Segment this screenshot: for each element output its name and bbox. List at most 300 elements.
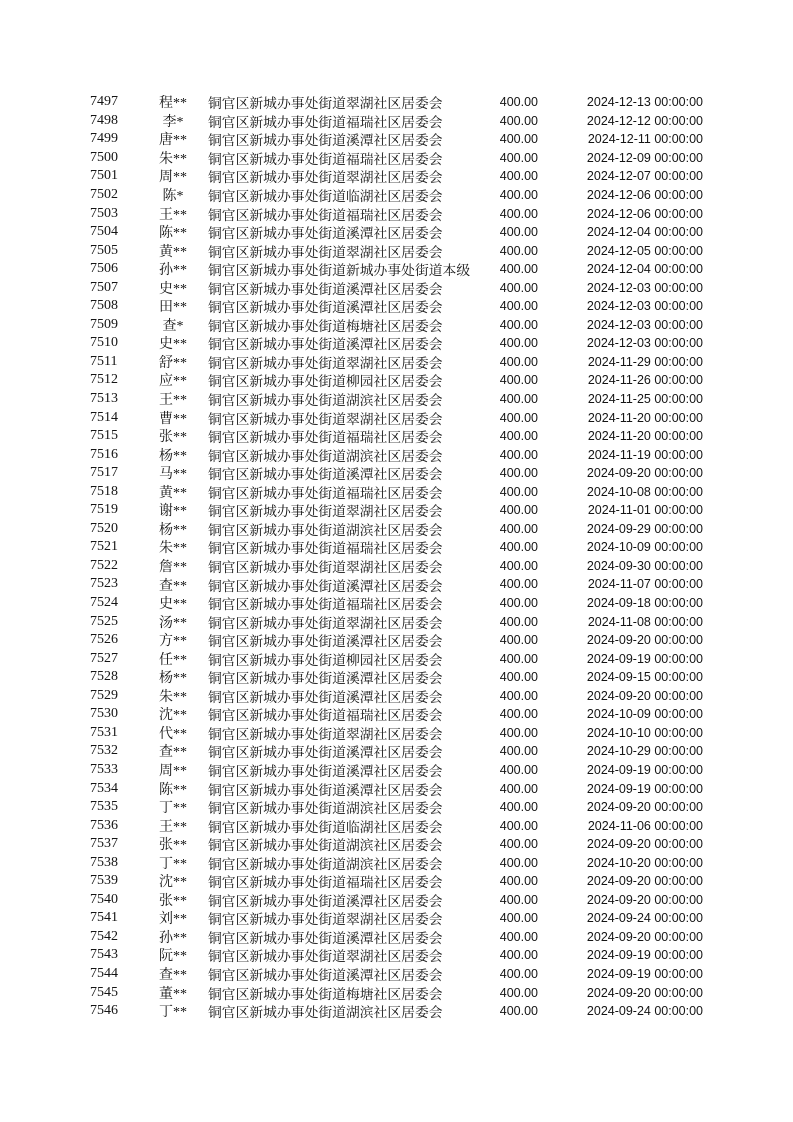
record-id: 7541 — [90, 910, 118, 926]
record-masked-name: 查** — [159, 578, 187, 594]
table-row — [0, 186, 793, 205]
table-row — [0, 816, 793, 835]
record-masked-name: 丁** — [159, 856, 187, 872]
record-organization: 铜官区新城办事处街道翠湖社区居委会 — [208, 411, 443, 427]
record-id: 7515 — [90, 428, 118, 444]
record-amount: 400.00 — [499, 317, 538, 332]
record-amount: 400.00 — [499, 225, 538, 240]
record-organization: 铜官区新城办事处街道翠湖社区居委会 — [208, 170, 443, 186]
record-masked-name: 方** — [159, 634, 187, 650]
record-id: 7523 — [90, 576, 118, 592]
table-row — [0, 278, 793, 297]
record-amount: 400.00 — [499, 818, 538, 833]
record-date: 2024-09-30 00:00:00 — [586, 558, 703, 573]
record-id: 7546 — [90, 1003, 118, 1019]
record-date: 2024-11-06 00:00:00 — [587, 818, 703, 833]
record-masked-name: 杨** — [159, 671, 187, 687]
record-date: 2024-12-11 00:00:00 — [587, 132, 703, 147]
record-amount: 400.00 — [499, 113, 538, 128]
record-organization: 铜官区新城办事处街道溪潭社区居委会 — [208, 467, 443, 483]
table-row — [0, 371, 793, 390]
record-amount: 400.00 — [499, 800, 538, 815]
record-organization: 铜官区新城办事处街道福瑞社区居委会 — [208, 597, 443, 613]
record-date: 2024-12-03 00:00:00 — [586, 317, 703, 332]
table-row — [0, 668, 793, 687]
record-id: 7501 — [90, 168, 118, 184]
record-id: 7514 — [90, 409, 118, 425]
record-amount: 400.00 — [499, 262, 538, 277]
record-amount: 400.00 — [499, 206, 538, 221]
record-masked-name: 丁** — [159, 1005, 187, 1021]
record-masked-name: 汤** — [159, 615, 187, 631]
record-masked-name: 陈** — [159, 226, 187, 242]
record-organization: 铜官区新城办事处街道湖滨社区居委会 — [208, 522, 443, 538]
record-amount: 400.00 — [499, 540, 538, 555]
table-row — [0, 408, 793, 427]
record-id: 7509 — [90, 316, 118, 332]
record-id: 7535 — [90, 799, 118, 815]
record-amount: 400.00 — [499, 874, 538, 889]
table-row — [0, 501, 793, 520]
record-masked-name: 孙** — [159, 263, 187, 279]
record-date: 2024-09-20 00:00:00 — [586, 466, 703, 481]
record-id: 7524 — [90, 595, 118, 611]
record-organization: 铜官区新城办事处街道临湖社区居委会 — [208, 189, 443, 205]
record-masked-name: 陈** — [159, 782, 187, 798]
record-masked-name: 代** — [159, 726, 187, 742]
table-row — [0, 260, 793, 279]
table-row — [0, 612, 793, 631]
record-organization: 铜官区新城办事处街道临湖社区居委会 — [208, 819, 443, 835]
table-row — [0, 241, 793, 260]
record-organization: 铜官区新城办事处街道翠湖社区居委会 — [208, 559, 443, 575]
record-date: 2024-11-20 00:00:00 — [587, 410, 703, 425]
record-organization: 铜官区新城办事处街道溪潭社区居委会 — [208, 300, 443, 316]
record-date: 2024-09-15 00:00:00 — [586, 670, 703, 685]
record-masked-name: 刘** — [159, 912, 187, 928]
record-masked-name: 马** — [159, 467, 187, 483]
record-id: 7529 — [90, 687, 118, 703]
table-row — [0, 798, 793, 817]
record-organization: 铜官区新城办事处街道溪潭社区居委会 — [208, 671, 443, 687]
record-amount: 400.00 — [499, 837, 538, 852]
record-organization: 铜官区新城办事处街道翠湖社区居委会 — [208, 244, 443, 260]
record-date: 2024-12-04 00:00:00 — [586, 262, 703, 277]
record-organization: 铜官区新城办事处街道福瑞社区居委会 — [208, 430, 443, 446]
record-masked-name: 查** — [159, 745, 187, 761]
record-id: 7504 — [90, 224, 118, 240]
record-id: 7507 — [90, 279, 118, 295]
record-masked-name: 查** — [159, 967, 187, 983]
record-masked-name: 沈** — [159, 708, 187, 724]
record-masked-name: 黄** — [159, 485, 187, 501]
record-id: 7502 — [90, 187, 118, 202]
record-id: 7534 — [90, 780, 118, 796]
record-id: 7532 — [90, 743, 118, 759]
table-row — [0, 353, 793, 372]
table-row — [0, 204, 793, 223]
record-amount: 400.00 — [499, 892, 538, 907]
record-organization: 铜官区新城办事处街道翠湖社区居委会 — [208, 615, 443, 631]
record-amount: 400.00 — [499, 484, 538, 499]
table-row — [0, 223, 793, 242]
table-row — [0, 779, 793, 798]
record-organization: 铜官区新城办事处街道翠湖社区居委会 — [208, 504, 443, 520]
table-row — [0, 1002, 793, 1021]
record-organization: 铜官区新城办事处街道翠湖社区居委会 — [208, 355, 443, 371]
record-amount: 400.00 — [499, 985, 538, 1000]
table-row — [0, 946, 793, 965]
record-date: 2024-11-26 00:00:00 — [587, 373, 703, 388]
record-date: 2024-09-19 00:00:00 — [586, 781, 703, 796]
record-masked-name: 黄** — [159, 244, 187, 260]
record-masked-name: 史** — [159, 337, 187, 353]
record-amount: 400.00 — [499, 243, 538, 258]
record-amount: 400.00 — [499, 429, 538, 444]
record-date: 2024-09-20 00:00:00 — [586, 688, 703, 703]
record-date: 2024-12-03 00:00:00 — [586, 336, 703, 351]
table-row — [0, 112, 793, 131]
table-row — [0, 965, 793, 984]
record-amount: 400.00 — [499, 633, 538, 648]
record-date: 2024-11-19 00:00:00 — [587, 447, 703, 462]
record-id: 7533 — [90, 761, 118, 777]
record-id: 7536 — [90, 817, 118, 833]
record-amount: 400.00 — [499, 503, 538, 518]
record-organization: 铜官区新城办事处街道湖滨社区居委会 — [208, 448, 443, 464]
record-date: 2024-11-07 00:00:00 — [587, 577, 703, 592]
record-organization: 铜官区新城办事处街道福瑞社区居委会 — [208, 708, 443, 724]
record-organization: 铜官区新城办事处街道福瑞社区居委会 — [208, 114, 443, 130]
record-masked-name: 查* — [162, 318, 184, 334]
record-amount: 400.00 — [499, 521, 538, 536]
record-masked-name: 朱** — [159, 689, 187, 705]
record-amount: 400.00 — [499, 392, 538, 407]
table-row — [0, 93, 793, 112]
record-id: 7543 — [90, 947, 118, 963]
table-row — [0, 891, 793, 910]
record-amount: 400.00 — [499, 744, 538, 759]
record-organization: 铜官区新城办事处街道翠湖社区居委会 — [208, 726, 443, 742]
table-row — [0, 464, 793, 483]
record-organization: 铜官区新城办事处街道梅塘社区居委会 — [208, 318, 443, 334]
table-row — [0, 445, 793, 464]
record-masked-name: 舒** — [159, 355, 187, 371]
record-date: 2024-12-12 00:00:00 — [586, 113, 703, 128]
table-row — [0, 853, 793, 872]
record-date: 2024-09-19 00:00:00 — [586, 948, 703, 963]
record-organization: 铜官区新城办事处街道新城办事处街道本级 — [208, 263, 471, 279]
record-organization: 铜官区新城办事处街道湖滨社区居委会 — [208, 838, 443, 854]
table-row — [0, 983, 793, 1002]
record-id: 7520 — [90, 520, 118, 536]
table-row — [0, 928, 793, 947]
record-masked-name: 孙** — [159, 930, 187, 946]
record-id: 7511 — [90, 353, 118, 369]
record-masked-name: 唐** — [159, 133, 187, 149]
record-organization: 铜官区新城办事处街道福瑞社区居委会 — [208, 541, 443, 557]
record-organization: 铜官区新城办事处街道翠湖社区居委会 — [208, 949, 443, 965]
record-organization: 铜官区新城办事处街道溪潭社区居委会 — [208, 893, 443, 909]
record-amount: 400.00 — [499, 169, 538, 184]
record-date: 2024-10-29 00:00:00 — [586, 744, 703, 759]
record-amount: 400.00 — [499, 707, 538, 722]
record-date: 2024-12-04 00:00:00 — [586, 225, 703, 240]
record-organization: 铜官区新城办事处街道溪潭社区居委会 — [208, 782, 443, 798]
record-date: 2024-12-09 00:00:00 — [586, 150, 703, 165]
record-amount: 400.00 — [499, 670, 538, 685]
record-id: 7528 — [90, 669, 118, 685]
table-row — [0, 390, 793, 409]
record-id: 7544 — [90, 965, 118, 981]
record-organization: 铜官区新城办事处街道溪潭社区居委会 — [208, 226, 443, 242]
table-row — [0, 297, 793, 316]
table-row — [0, 427, 793, 446]
record-organization: 铜官区新城办事处街道溪潭社区居委会 — [208, 578, 443, 594]
record-id: 7500 — [90, 149, 118, 165]
record-date: 2024-09-18 00:00:00 — [586, 596, 703, 611]
record-date: 2024-09-20 00:00:00 — [586, 874, 703, 889]
table-row — [0, 520, 793, 539]
record-masked-name: 曹** — [159, 411, 187, 427]
record-amount: 400.00 — [499, 95, 538, 110]
record-id: 7525 — [90, 613, 118, 629]
record-amount: 400.00 — [499, 1004, 538, 1019]
table-row — [0, 705, 793, 724]
record-id: 7531 — [90, 724, 118, 740]
record-organization: 铜官区新城办事处街道湖滨社区居委会 — [208, 856, 443, 872]
record-organization: 铜官区新城办事处街道溪潭社区居委会 — [208, 281, 443, 297]
record-amount: 400.00 — [499, 688, 538, 703]
record-masked-name: 沈** — [159, 875, 187, 891]
table-row — [0, 631, 793, 650]
record-id: 7499 — [90, 131, 118, 147]
record-organization: 铜官区新城办事处街道翠湖社区居委会 — [208, 96, 443, 112]
record-id: 7542 — [90, 928, 118, 944]
record-masked-name: 王** — [159, 819, 187, 835]
record-date: 2024-10-10 00:00:00 — [586, 725, 703, 740]
record-date: 2024-09-20 00:00:00 — [586, 892, 703, 907]
record-masked-name: 周** — [159, 763, 187, 779]
record-masked-name: 张** — [159, 430, 187, 446]
record-amount: 400.00 — [499, 558, 538, 573]
record-masked-name: 李* — [162, 114, 184, 130]
record-amount: 400.00 — [499, 948, 538, 963]
record-id: 7537 — [90, 836, 118, 852]
record-amount: 400.00 — [499, 855, 538, 870]
table-row — [0, 316, 793, 335]
record-id: 7505 — [90, 242, 118, 258]
table-row — [0, 575, 793, 594]
record-organization: 铜官区新城办事处街道翠湖社区居委会 — [208, 912, 443, 928]
record-amount: 400.00 — [499, 577, 538, 592]
record-organization: 铜官区新城办事处街道湖滨社区居委会 — [208, 393, 443, 409]
record-masked-name: 朱** — [159, 151, 187, 167]
record-organization: 铜官区新城办事处街道溪潭社区居委会 — [208, 763, 443, 779]
record-organization: 铜官区新城办事处街道溪潭社区居委会 — [208, 930, 443, 946]
record-date: 2024-11-01 00:00:00 — [587, 503, 703, 518]
record-id: 7510 — [90, 335, 118, 351]
record-amount: 400.00 — [499, 596, 538, 611]
record-organization: 铜官区新城办事处街道溪潭社区居委会 — [208, 745, 443, 761]
record-id: 7516 — [90, 446, 118, 462]
record-organization: 铜官区新城办事处街道湖滨社区居委会 — [208, 1005, 443, 1021]
record-date: 2024-12-03 00:00:00 — [586, 299, 703, 314]
record-masked-name: 任** — [159, 652, 187, 668]
record-date: 2024-09-20 00:00:00 — [586, 985, 703, 1000]
record-date: 2024-11-25 00:00:00 — [587, 392, 703, 407]
record-id: 7518 — [90, 483, 118, 499]
record-date: 2024-10-09 00:00:00 — [586, 540, 703, 555]
table-row — [0, 482, 793, 501]
record-amount: 400.00 — [499, 132, 538, 147]
table-row — [0, 538, 793, 557]
record-organization: 铜官区新城办事处街道福瑞社区居委会 — [208, 151, 443, 167]
record-amount: 400.00 — [499, 280, 538, 295]
table-row — [0, 724, 793, 743]
record-amount: 400.00 — [499, 614, 538, 629]
record-amount: 400.00 — [499, 929, 538, 944]
record-organization: 铜官区新城办事处街道柳园社区居委会 — [208, 652, 443, 668]
record-date: 2024-12-13 00:00:00 — [586, 95, 703, 110]
record-id: 7522 — [90, 557, 118, 573]
record-date: 2024-10-08 00:00:00 — [586, 484, 703, 499]
record-id: 7517 — [90, 465, 118, 481]
record-amount: 400.00 — [499, 725, 538, 740]
record-date: 2024-09-20 00:00:00 — [586, 837, 703, 852]
record-organization: 铜官区新城办事处街道溪潭社区居委会 — [208, 337, 443, 353]
record-date: 2024-11-29 00:00:00 — [587, 354, 703, 369]
record-date: 2024-12-06 00:00:00 — [586, 206, 703, 221]
record-date: 2024-12-05 00:00:00 — [586, 243, 703, 258]
table-row — [0, 835, 793, 854]
record-date: 2024-09-29 00:00:00 — [586, 521, 703, 536]
record-date: 2024-09-24 00:00:00 — [586, 1004, 703, 1019]
record-masked-name: 王** — [159, 207, 187, 223]
record-masked-name: 阮** — [159, 949, 187, 965]
record-masked-name: 周** — [159, 170, 187, 186]
table-row — [0, 909, 793, 928]
record-masked-name: 杨** — [159, 522, 187, 538]
record-date: 2024-12-07 00:00:00 — [586, 169, 703, 184]
record-date: 2024-09-19 00:00:00 — [586, 762, 703, 777]
record-masked-name: 张** — [159, 838, 187, 854]
record-date: 2024-09-24 00:00:00 — [586, 911, 703, 926]
record-date: 2024-10-09 00:00:00 — [586, 707, 703, 722]
table-row — [0, 872, 793, 891]
record-masked-name: 应** — [159, 374, 187, 390]
record-amount: 400.00 — [499, 466, 538, 481]
record-date: 2024-12-06 00:00:00 — [586, 188, 703, 202]
record-date: 2024-11-08 00:00:00 — [587, 614, 703, 629]
records-table — [0, 93, 793, 1020]
record-id: 7540 — [90, 891, 118, 907]
table-row — [0, 594, 793, 613]
record-amount: 400.00 — [499, 373, 538, 388]
table-row — [0, 742, 793, 761]
record-date: 2024-09-19 00:00:00 — [586, 966, 703, 981]
table-row — [0, 334, 793, 353]
record-amount: 400.00 — [499, 336, 538, 351]
record-amount: 400.00 — [499, 911, 538, 926]
record-id: 7538 — [90, 854, 118, 870]
record-amount: 400.00 — [499, 299, 538, 314]
record-organization: 铜官区新城办事处街道梅塘社区居委会 — [208, 986, 443, 1002]
record-id: 7527 — [90, 650, 118, 666]
record-amount: 400.00 — [499, 150, 538, 165]
record-date: 2024-09-20 00:00:00 — [586, 633, 703, 648]
record-masked-name: 史** — [159, 597, 187, 613]
record-masked-name: 史** — [159, 281, 187, 297]
record-organization: 铜官区新城办事处街道溪潭社区居委会 — [208, 634, 443, 650]
table-row — [0, 687, 793, 706]
record-organization: 铜官区新城办事处街道溪潭社区居委会 — [208, 689, 443, 705]
record-masked-name: 王** — [159, 393, 187, 409]
record-organization: 铜官区新城办事处街道湖滨社区居委会 — [208, 801, 443, 817]
record-amount: 400.00 — [499, 781, 538, 796]
record-id: 7530 — [90, 706, 118, 722]
table-row — [0, 130, 793, 149]
record-masked-name: 程** — [159, 96, 187, 112]
record-amount: 400.00 — [499, 188, 538, 202]
record-id: 7521 — [90, 539, 118, 555]
record-date: 2024-10-20 00:00:00 — [586, 855, 703, 870]
record-amount: 400.00 — [499, 354, 538, 369]
table-row — [0, 557, 793, 576]
record-id: 7497 — [90, 94, 118, 110]
record-date: 2024-12-03 00:00:00 — [586, 280, 703, 295]
record-id: 7539 — [90, 873, 118, 889]
table-row — [0, 649, 793, 668]
record-amount: 400.00 — [499, 447, 538, 462]
record-id: 7519 — [90, 502, 118, 518]
record-masked-name: 朱** — [159, 541, 187, 557]
record-masked-name: 詹** — [159, 559, 187, 575]
record-id: 7513 — [90, 391, 118, 407]
record-masked-name: 张** — [159, 893, 187, 909]
record-date: 2024-11-20 00:00:00 — [587, 429, 703, 444]
record-id: 7498 — [90, 112, 118, 128]
record-amount: 400.00 — [499, 966, 538, 981]
record-organization: 铜官区新城办事处街道福瑞社区居委会 — [208, 485, 443, 501]
record-masked-name: 丁** — [159, 801, 187, 817]
record-masked-name: 田** — [159, 300, 187, 316]
record-id: 7503 — [90, 205, 118, 221]
record-date: 2024-09-19 00:00:00 — [586, 651, 703, 666]
record-organization: 铜官区新城办事处街道溪潭社区居委会 — [208, 967, 443, 983]
record-masked-name: 陈* — [162, 189, 184, 205]
record-organization: 铜官区新城办事处街道溪潭社区居委会 — [208, 133, 443, 149]
record-amount: 400.00 — [499, 762, 538, 777]
record-id: 7508 — [90, 298, 118, 314]
record-amount: 400.00 — [499, 651, 538, 666]
record-organization: 铜官区新城办事处街道福瑞社区居委会 — [208, 875, 443, 891]
record-id: 7526 — [90, 632, 118, 648]
record-id: 7545 — [90, 984, 118, 1000]
record-id: 7506 — [90, 261, 118, 277]
table-row — [0, 167, 793, 186]
record-masked-name: 谢** — [159, 504, 187, 520]
table-row — [0, 149, 793, 168]
record-masked-name: 董** — [159, 986, 187, 1002]
record-date: 2024-09-20 00:00:00 — [586, 800, 703, 815]
record-date: 2024-09-20 00:00:00 — [586, 929, 703, 944]
record-organization: 铜官区新城办事处街道柳园社区居委会 — [208, 374, 443, 390]
record-amount: 400.00 — [499, 410, 538, 425]
table-row — [0, 761, 793, 780]
record-organization: 铜官区新城办事处街道福瑞社区居委会 — [208, 207, 443, 223]
record-id: 7512 — [90, 372, 118, 388]
